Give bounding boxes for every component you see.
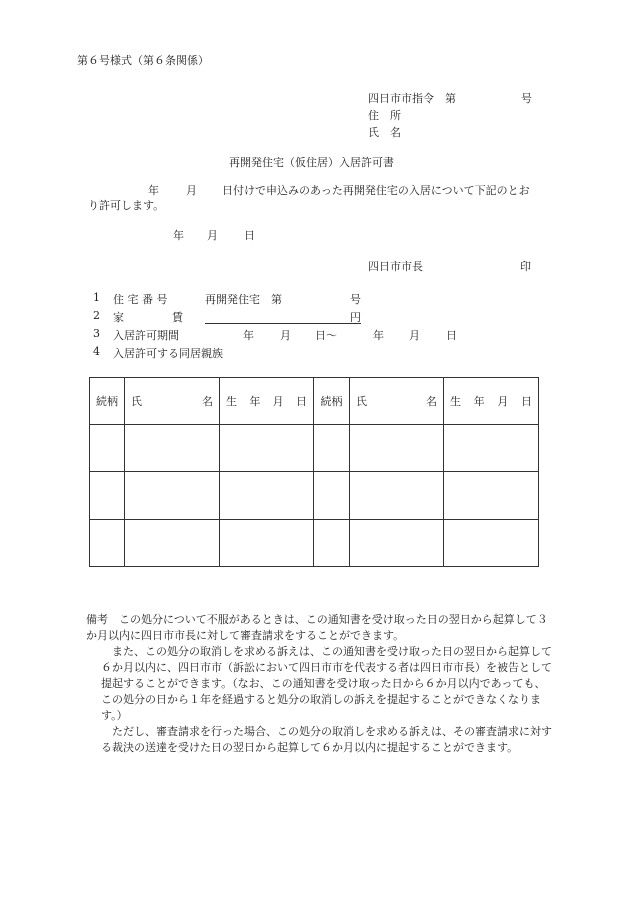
table-cell [125,425,220,472]
table-header-row [90,378,539,425]
name-label: 氏 名 [368,126,401,139]
remarks-lead: 備考 [86,613,108,626]
item1-number: 1 [93,291,100,304]
name-header: 氏 名 [350,378,444,425]
document-title: 再開発住宅（仮住居）入居許可書 [229,156,394,169]
item3-month1: 月 [280,329,291,342]
table-cell [350,472,444,519]
table-cell [125,472,220,519]
table-cell [220,519,314,566]
relation-header: 続柄 [90,378,125,425]
rent-blank-line [205,309,361,324]
table-cell [90,519,125,566]
remarks-paragraph-1: この処分について不服があるときは、この通知書を受け取った日の翌日から起算して３か月以内に四日市市長に対して審査請求をすることができます。 [86,613,548,642]
item2-label-a: 家 [113,311,124,324]
body-month: 月 [186,184,197,197]
item2-unit: 円 [350,311,361,324]
item1-value: 再開発住宅 第 [205,293,282,306]
remarks-section [86,612,556,756]
table-row [90,519,539,566]
directive-suffix: 号 [521,92,532,105]
seal-mark: 印 [520,260,531,273]
body-year: 年 [148,184,159,197]
table-cell [350,425,444,472]
item1-label: 住 宅 番 号 [113,293,168,306]
item3-day1: 日～ [315,329,337,342]
item4-label: 入居許可する同居親族 [113,347,223,360]
table-cell [444,472,539,519]
table-cell [125,519,220,566]
body-line2: り許可します。 [88,199,165,212]
item2-label-b: 賃 [172,311,183,324]
item2-number: 2 [93,309,100,322]
table-cell [314,425,350,472]
issuer-name: 四日市市長 [368,260,423,273]
item1-suffix: 号 [350,293,361,306]
relation-header: 続柄 [314,378,350,425]
table-cell [444,519,539,566]
item4-number: 4 [93,345,100,358]
item3-year1: 年 [243,329,254,342]
table-cell [90,472,125,519]
table-cell [220,472,314,519]
table-row [90,425,539,472]
birthdate-header: 生 年 月 日 [220,378,314,425]
item3-number: 3 [93,327,100,340]
remarks-paragraph-3: ただし、審査請求を行った場合、この処分の取消しを求める訴えは、その審査請求に対する裁決の送達を受けた日の翌日から起算して６か月以内に提起することができます。 [101,725,552,754]
item3-day2: 日 [446,329,457,342]
date-year: 年 [173,229,184,242]
birthdate-header: 生 年 月 日 [444,378,539,425]
item3-year2: 年 [373,329,384,342]
body-line1: 日付けで申込みのあった再開発住宅の入居について下記のとお [222,184,530,197]
table-cell [220,425,314,472]
remarks-paragraph-2: また、この処分の取消しを求める訴えは、この通知書を受け取った日の翌日から起算して６か月以内に、四日市市（訴訟において四日市市を代表する者は四日市市長）を被告として提起することができます。（なお、この通知書を受け取った日から６か月以内であっても、この処分の日から１年を経過すると処分の取消しの訴えを提起することができなくなります。） [101,645,552,722]
table-row [90,472,539,519]
name-header: 氏 名 [125,378,220,425]
family-table [89,377,539,567]
item3-label: 入居許可期間 [113,329,179,342]
table-cell [314,519,350,566]
date-month: 月 [207,229,218,242]
table-cell [350,519,444,566]
directive-label: 四日市市指令 第 [368,92,456,105]
form-number: 第６号様式（第６条関係） [77,54,209,67]
table-cell [314,472,350,519]
table-cell [444,425,539,472]
date-day: 日 [244,229,255,242]
table-cell [90,425,125,472]
address-label: 住 所 [368,109,401,122]
item3-month2: 月 [409,329,420,342]
